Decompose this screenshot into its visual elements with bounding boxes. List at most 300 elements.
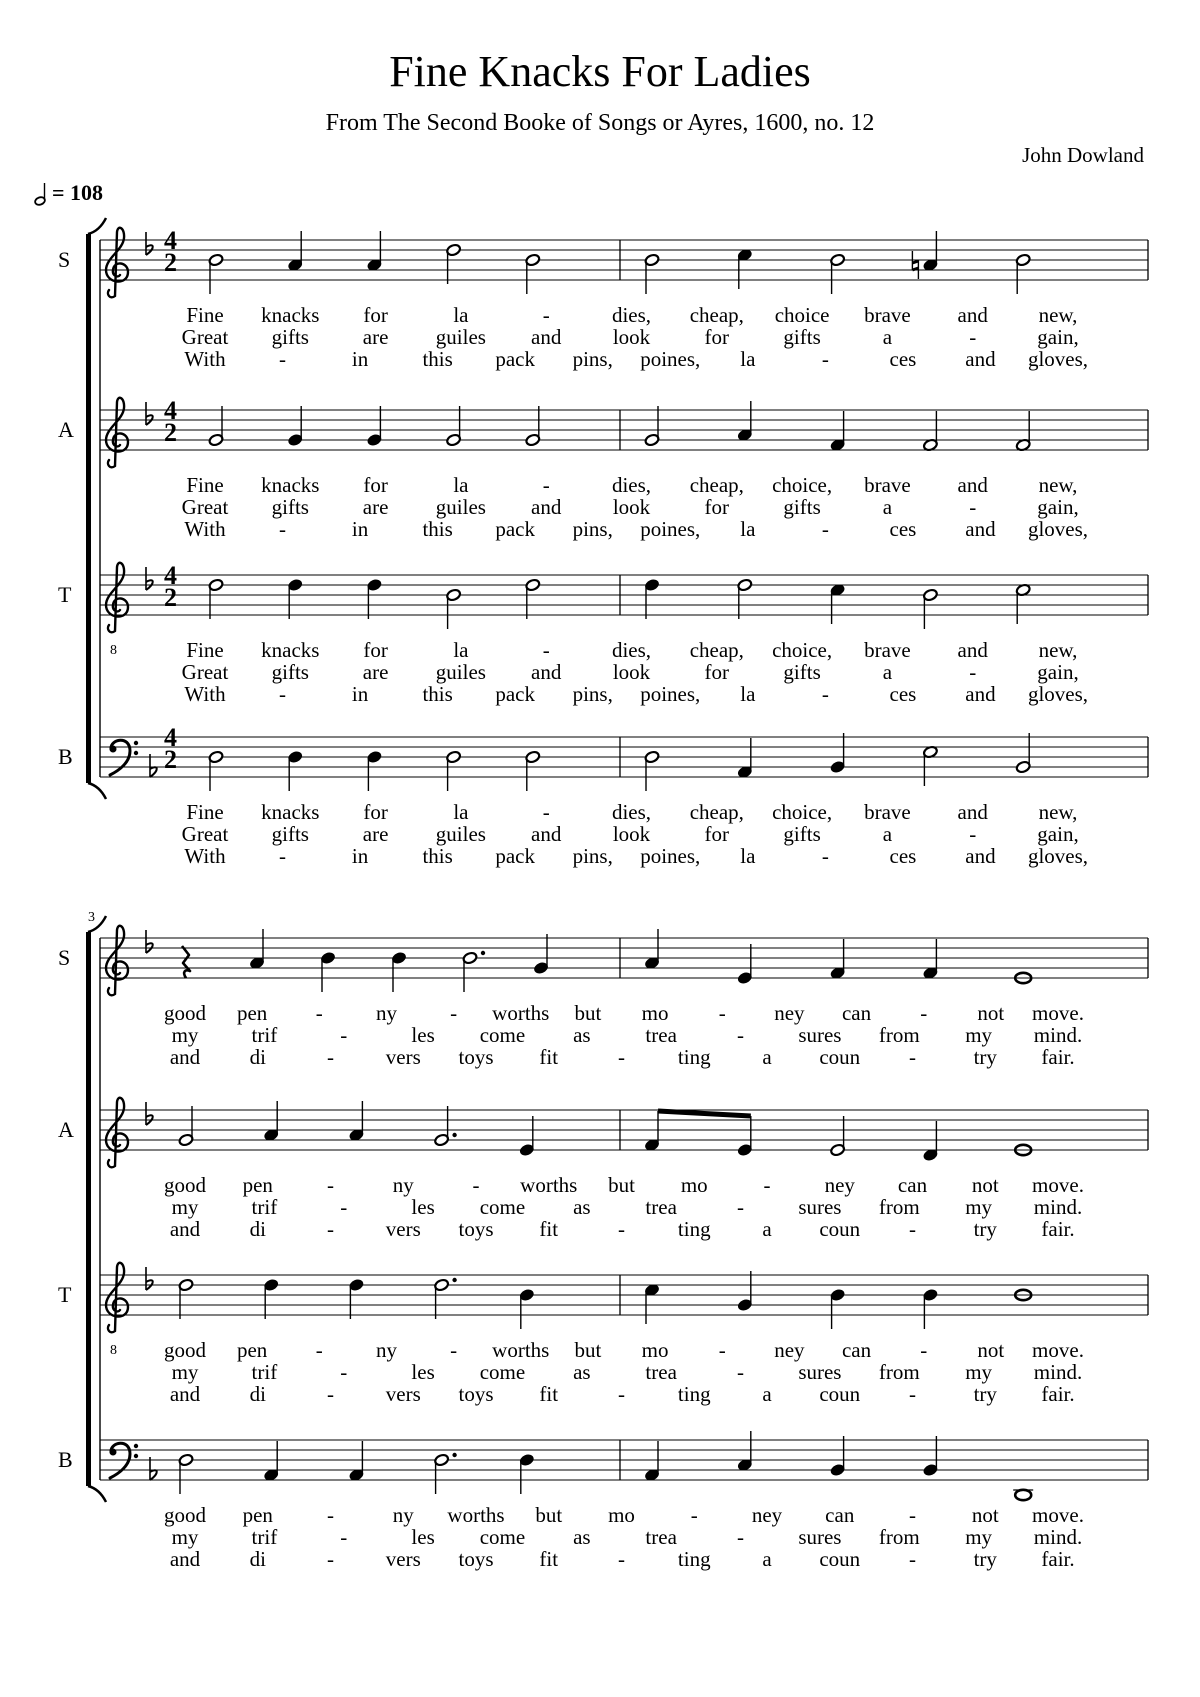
note: [737, 578, 753, 619]
note: [830, 583, 846, 624]
voice-label-s: S: [58, 247, 71, 272]
lyric-syllable: -: [327, 1503, 334, 1527]
lyric-syllable: cheap,: [689, 473, 744, 497]
note: [525, 578, 541, 619]
lyric-syllable: but: [608, 1173, 635, 1197]
note: [923, 939, 939, 980]
lyric-syllable: -: [909, 1045, 916, 1069]
lyric-syllable: mind.: [1033, 1195, 1083, 1219]
natural-sign: [912, 251, 918, 279]
lyric-syllable: ting: [677, 1045, 711, 1069]
lyric-syllable: la: [453, 473, 469, 497]
octave-eight: 8: [110, 1343, 117, 1358]
lyric-syllable: can: [897, 1173, 928, 1197]
note: [434, 1453, 457, 1494]
score-subtitle: From The Second Booke of Songs or Ayres, 1600, no. 12: [325, 110, 875, 136]
lyric-syllable: Great: [181, 660, 229, 684]
note: [737, 944, 753, 985]
lyric-syllable: -: [969, 325, 977, 349]
lyric-syllable: for: [704, 822, 730, 846]
lyric-syllable: Fine: [186, 303, 224, 327]
staff-t: [100, 1275, 1148, 1315]
lyric-syllable: poines,: [640, 347, 701, 371]
lyric-syllable: toys: [458, 1382, 494, 1406]
lyric-syllable: les: [411, 1023, 435, 1047]
lyric-syllable: for: [363, 638, 388, 662]
lyric-syllable: ny: [375, 1338, 397, 1362]
lyric-syllable: ting: [677, 1382, 711, 1406]
lyric-syllable: guiles: [435, 495, 486, 519]
lyric-syllable: -: [718, 1338, 726, 1362]
lyric-syllable: are: [362, 822, 389, 846]
note: [644, 1283, 660, 1324]
lyric-syllable: a: [882, 325, 893, 349]
lyric-syllable: look: [612, 822, 651, 846]
lyric-syllable: this: [422, 347, 453, 371]
note: [830, 939, 846, 980]
note: [391, 951, 407, 992]
lyric-syllable: -: [821, 517, 829, 541]
lyric-syllable: not: [971, 1173, 999, 1197]
lyric-syllable: move.: [1032, 1338, 1084, 1362]
bass-clef-icon: [110, 740, 139, 775]
lyric-syllable: brave: [864, 473, 911, 497]
time-signature-top: 4: [164, 561, 177, 590]
note: [349, 1101, 365, 1142]
lyric-syllable: toys: [458, 1217, 494, 1241]
lyric-syllable: Great: [181, 325, 229, 349]
lyric-syllable: good: [164, 1001, 206, 1025]
lyric-syllable: poines,: [640, 844, 701, 868]
lyric-syllable: ting: [677, 1217, 711, 1241]
lyric-syllable: vers: [385, 1217, 421, 1241]
lyric-syllable: and: [531, 325, 562, 349]
lyric-syllable: and: [957, 473, 988, 497]
lyric-syllable: new,: [1038, 800, 1078, 824]
lyric-syllable: fair.: [1041, 1045, 1075, 1069]
lyric-syllable: a: [882, 660, 893, 684]
lyric-syllable: are: [362, 325, 389, 349]
lyric-syllable: -: [542, 638, 550, 662]
time-signature-top: 4: [164, 226, 177, 255]
key-flat-icon: [146, 1102, 153, 1125]
lyric-syllable: for: [704, 325, 730, 349]
lyric-syllable: and: [531, 822, 562, 846]
lyric-syllable: in: [351, 682, 369, 706]
note: [208, 406, 224, 447]
lyric-syllable: pen: [236, 1001, 268, 1025]
lyric-syllable: gloves,: [1027, 682, 1089, 706]
lyric-syllable: try: [973, 1382, 997, 1406]
lyric-syllable: -: [969, 495, 977, 519]
lyric-syllable: mind.: [1033, 1023, 1083, 1047]
lyric-syllable: coun: [819, 1045, 861, 1069]
lyric-syllable: di: [249, 1217, 266, 1241]
lyric-syllable: but: [574, 1001, 602, 1025]
key-flat-icon: [146, 1267, 153, 1290]
lyric-syllable: choice: [774, 303, 830, 327]
lyric-syllable: move.: [1032, 1503, 1084, 1527]
lyric-syllable: and: [169, 1217, 201, 1241]
voice-label-t: T: [58, 1282, 72, 1307]
note: [320, 951, 336, 992]
lyric-syllable: good: [164, 1173, 206, 1197]
lyric-syllable: ces: [889, 347, 917, 371]
lyric-syllable: ting: [677, 1547, 711, 1571]
staff-b: [100, 1440, 1148, 1480]
lyric-syllable: la: [740, 844, 756, 868]
lyric-syllable: from: [878, 1360, 920, 1384]
lyric-syllable: pen: [236, 1338, 268, 1362]
key-flat-icon: [146, 567, 153, 590]
lyric-syllable: knacks: [261, 303, 320, 327]
lyric-syllable: in: [351, 517, 369, 541]
note: [519, 1288, 535, 1329]
lyric-syllable: in: [351, 347, 369, 371]
lyric-syllable: in: [351, 844, 369, 868]
note: [287, 406, 303, 447]
lyric-syllable: Great: [181, 495, 229, 519]
lyric-syllable: gifts: [783, 325, 821, 349]
note: [367, 406, 383, 447]
lyric-syllable: -: [737, 1525, 745, 1549]
note: [249, 929, 265, 970]
note: [208, 750, 224, 791]
lyric-syllable: les: [411, 1525, 435, 1549]
lyric-syllable: gain,: [1037, 325, 1079, 349]
lyric-syllable: guiles: [435, 660, 486, 684]
quarter-rest-icon: [182, 946, 190, 978]
lyric-syllable: cheap,: [689, 800, 744, 824]
lyric-syllable: dies,: [611, 303, 652, 327]
lyric-syllable: ny: [392, 1173, 414, 1197]
time-signature-bottom: 2: [164, 418, 177, 447]
lyric-syllable: this: [422, 517, 453, 541]
note: [923, 745, 939, 786]
lyric-syllable: gifts: [783, 660, 821, 684]
lyric-syllable: try: [973, 1547, 997, 1571]
lyric-syllable: poines,: [640, 517, 701, 541]
lyric-syllable: gifts: [271, 822, 309, 846]
lyric-syllable: as: [573, 1195, 591, 1219]
lyric-syllable: -: [279, 347, 287, 371]
treble-clef-icon: [106, 228, 128, 298]
lyric-syllable: can: [841, 1001, 872, 1025]
treble-clef-icon: [106, 398, 128, 468]
lyric-syllable: look: [612, 495, 651, 519]
bar-number: 3: [88, 910, 95, 925]
lyric-syllable: trif: [251, 1195, 278, 1219]
lyric-syllable: worths: [492, 1338, 550, 1362]
lyric-syllable: fit: [539, 1382, 559, 1406]
lyric-syllable: Fine: [186, 638, 224, 662]
lyric-syllable: a: [762, 1045, 772, 1069]
lyric-syllable: for: [363, 303, 388, 327]
lyric-syllable: toys: [458, 1547, 494, 1571]
lyric-syllable: dies,: [611, 638, 652, 662]
note: [830, 1116, 846, 1157]
time-signature-top: 4: [164, 396, 177, 425]
lyric-syllable: for: [363, 800, 388, 824]
lyric-syllable: for: [363, 473, 388, 497]
lyric-syllable: gifts: [783, 495, 821, 519]
note: [367, 750, 383, 791]
lyric-syllable: fit: [539, 1217, 559, 1241]
lyric-syllable: -: [327, 1547, 334, 1571]
lyric-syllable: pins,: [572, 682, 613, 706]
note: [644, 1441, 660, 1482]
lyric-syllable: new,: [1038, 473, 1078, 497]
lyric-syllable: choice,: [772, 800, 833, 824]
note: [737, 248, 753, 289]
lyric-syllable: try: [973, 1045, 997, 1069]
lyric-syllable: -: [909, 1217, 916, 1241]
lyric-syllable: vers: [385, 1045, 421, 1069]
lyric-syllable: gain,: [1037, 822, 1079, 846]
lyric-syllable: and: [169, 1547, 201, 1571]
lyric-syllable: With: [184, 347, 226, 371]
lyric-syllable: les: [411, 1195, 435, 1219]
lyric-syllable: pack: [495, 682, 535, 706]
lyric-syllable: fit: [539, 1547, 559, 1571]
lyric-syllable: and: [531, 660, 562, 684]
lyric-syllable: pen: [242, 1173, 273, 1197]
lyric-syllable: gain,: [1037, 495, 1079, 519]
note: [830, 1288, 846, 1329]
lyric-syllable: my: [171, 1023, 199, 1047]
note: [287, 578, 303, 619]
lyric-syllable: -: [340, 1360, 348, 1384]
lyric-syllable: Fine: [186, 473, 224, 497]
lyric-syllable: gloves,: [1027, 347, 1089, 371]
lyric-syllable: fair.: [1041, 1547, 1075, 1571]
lyric-syllable: -: [618, 1217, 625, 1241]
lyric-syllable: -: [542, 303, 550, 327]
lyric-syllable: la: [740, 682, 756, 706]
lyric-syllable: sures: [798, 1023, 842, 1047]
lyric-syllable: this: [422, 844, 453, 868]
lyric-syllable: new,: [1038, 303, 1078, 327]
lyric-syllable: -: [279, 844, 287, 868]
lyric-syllable: -: [821, 347, 829, 371]
lyric-syllable: are: [362, 495, 389, 519]
note: [349, 1441, 365, 1482]
note: [525, 406, 541, 447]
note: [208, 253, 224, 294]
lyric-syllable: can: [825, 1503, 855, 1527]
system-bracket: [86, 218, 106, 799]
composer-name: John Dowland: [1022, 143, 1144, 167]
lyric-syllable: sures: [798, 1525, 842, 1549]
lyric-syllable: pins,: [572, 517, 613, 541]
lyric-syllable: trea: [645, 1195, 677, 1219]
bass-clef-icon: [110, 1443, 139, 1478]
lyric-syllable: trea: [645, 1525, 677, 1549]
lyric-syllable: a: [882, 495, 893, 519]
note: [830, 253, 846, 294]
lyric-syllable: new,: [1038, 638, 1078, 662]
lyric-syllable: worths: [447, 1503, 505, 1527]
lyric-syllable: -: [763, 1173, 771, 1197]
lyric-syllable: worths: [492, 1001, 550, 1025]
note: [519, 1453, 535, 1494]
lyric-syllable: as: [573, 1360, 591, 1384]
note: [644, 929, 660, 970]
note: [367, 231, 383, 272]
lyric-syllable: for: [704, 660, 730, 684]
lyric-syllable: as: [573, 1525, 591, 1549]
lyric-syllable: trif: [251, 1525, 278, 1549]
lyric-syllable: and: [957, 303, 988, 327]
lyric-syllable: -: [718, 1001, 726, 1025]
lyric-syllable: try: [973, 1217, 997, 1241]
lyric-syllable: -: [315, 1338, 323, 1362]
lyric-syllable: look: [612, 325, 651, 349]
note: [525, 253, 541, 294]
lyric-syllable: and: [957, 800, 988, 824]
lyric-syllable: gifts: [271, 660, 309, 684]
lyric-syllable: brave: [864, 303, 911, 327]
lyric-syllable: vers: [385, 1547, 421, 1571]
lyric-syllable: come: [479, 1195, 526, 1219]
lyric-syllable: -: [450, 1338, 458, 1362]
lyric-syllable: move.: [1032, 1173, 1084, 1197]
lyric-syllable: poines,: [640, 682, 701, 706]
note: [923, 411, 939, 452]
note: [644, 578, 660, 619]
lyric-syllable: les: [411, 1360, 435, 1384]
staff-a: [100, 1110, 1148, 1150]
lyric-syllable: fit: [539, 1045, 559, 1069]
lyric-syllable: -: [737, 1195, 745, 1219]
lyric-syllable: and: [965, 347, 996, 371]
lyric-syllable: -: [327, 1382, 334, 1406]
lyric-syllable: brave: [864, 800, 911, 824]
lyric-syllable: dies,: [611, 473, 652, 497]
lyric-syllable: and: [531, 495, 562, 519]
treble-clef-icon: [106, 926, 128, 996]
lyric-syllable: guiles: [435, 822, 486, 846]
lyric-syllable: -: [327, 1217, 334, 1241]
note: [830, 1436, 846, 1477]
lyric-syllable: sures: [798, 1195, 842, 1219]
lyric-syllable: come: [479, 1023, 526, 1047]
score-title: Fine Knacks For Ladies: [389, 47, 811, 96]
lyric-syllable: Great: [181, 822, 229, 846]
lyric-syllable: fair.: [1041, 1382, 1075, 1406]
note: [1015, 253, 1031, 294]
lyric-syllable: fair.: [1041, 1217, 1075, 1241]
note: [923, 588, 939, 629]
lyric-syllable: and: [169, 1045, 201, 1069]
note: [923, 1121, 939, 1162]
lyric-syllable: and: [965, 517, 996, 541]
lyric-syllable: and: [965, 844, 996, 868]
note: [1015, 583, 1031, 624]
lyric-syllable: -: [690, 1503, 698, 1527]
lyric-syllable: ny: [392, 1503, 414, 1527]
lyric-syllable: my: [171, 1525, 199, 1549]
lyric-syllable: gifts: [783, 822, 821, 846]
lyric-syllable: ces: [889, 844, 917, 868]
lyric-syllable: -: [618, 1547, 625, 1571]
note: [349, 1278, 365, 1319]
voice-label-t: T: [58, 582, 72, 607]
note: [1015, 733, 1031, 774]
note: [1015, 411, 1031, 452]
note: [178, 1278, 194, 1319]
staff-a: [100, 410, 1148, 450]
note: [923, 1288, 939, 1329]
note: [737, 1116, 753, 1157]
time-signature-top: 4: [164, 723, 177, 752]
lyric-syllable: -: [737, 1360, 745, 1384]
note: [446, 243, 462, 284]
lyric-syllable: cheap,: [689, 638, 744, 662]
voice-label-a: A: [58, 417, 74, 442]
note: [367, 578, 383, 619]
lyric-syllable: move.: [1032, 1001, 1084, 1025]
lyric-syllable: trif: [251, 1360, 278, 1384]
lyric-syllable: ny: [375, 1001, 397, 1025]
lyric-syllable: my: [965, 1023, 993, 1047]
note: [923, 1436, 939, 1477]
lyric-syllable: -: [327, 1045, 334, 1069]
lyric-syllable: di: [249, 1547, 266, 1571]
lyric-syllable: gloves,: [1027, 844, 1089, 868]
lyric-syllable: gifts: [271, 325, 309, 349]
lyric-syllable: -: [279, 517, 287, 541]
lyric-syllable: not: [971, 1503, 999, 1527]
lyric-syllable: -: [542, 473, 550, 497]
lyric-syllable: mind.: [1033, 1360, 1083, 1384]
lyric-syllable: come: [479, 1525, 526, 1549]
lyric-syllable: my: [171, 1195, 199, 1219]
lyric-syllable: gloves,: [1027, 517, 1089, 541]
note: [525, 750, 541, 791]
lyric-syllable: -: [618, 1045, 625, 1069]
lyric-syllable: -: [821, 844, 829, 868]
note: [263, 1441, 279, 1482]
note: [644, 253, 660, 294]
time-signature-bottom: 2: [164, 583, 177, 612]
lyric-syllable: can: [841, 1338, 872, 1362]
lyric-syllable: -: [920, 1001, 928, 1025]
lyric-syllable: -: [472, 1173, 480, 1197]
lyric-syllable: a: [762, 1547, 772, 1571]
lyric-syllable: as: [573, 1023, 591, 1047]
lyric-syllable: from: [878, 1525, 920, 1549]
lyric-syllable: mo: [641, 1338, 669, 1362]
lyric-syllable: are: [362, 660, 389, 684]
note: [178, 1106, 194, 1147]
lyric-syllable: knacks: [261, 638, 320, 662]
lyric-syllable: gain,: [1037, 660, 1079, 684]
treble-clef-icon: [106, 563, 128, 633]
octave-eight: 8: [110, 643, 117, 658]
lyric-syllable: my: [171, 1360, 199, 1384]
lyric-syllable: -: [618, 1382, 625, 1406]
lyric-syllable: my: [965, 1195, 993, 1219]
lyric-syllable: ney: [774, 1338, 805, 1362]
beam: [658, 1111, 751, 1116]
lyric-syllable: pen: [242, 1503, 273, 1527]
lyric-syllable: pack: [495, 517, 535, 541]
lyric-syllable: With: [184, 844, 226, 868]
lyric-syllable: cheap,: [689, 303, 744, 327]
note: [208, 578, 224, 619]
lyric-syllable: good: [164, 1338, 206, 1362]
